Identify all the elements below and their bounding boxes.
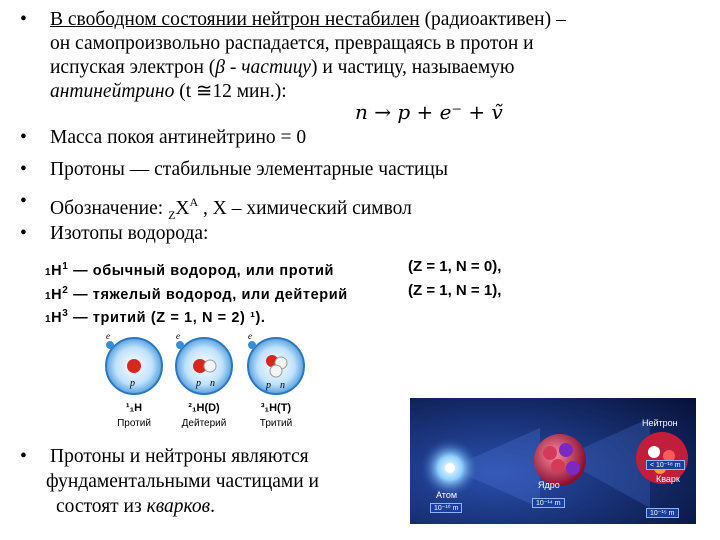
atom-label: ¹₁H [125, 402, 143, 414]
bullet-text: Масса покоя антинейтрино = 0 [50, 127, 307, 148]
nucleus-scale-label: 10⁻¹⁴ m [532, 498, 565, 508]
atom-caption: Атом [436, 490, 458, 500]
isotope-row-deuterium: $1H^2$ — тяжелый водород, или дейтерий [45, 285, 348, 303]
bullet-quarks [20, 445, 400, 521]
bullet-text: Изотопы водорода: [50, 223, 209, 244]
bullet-line: состоят из кварков. [56, 496, 215, 517]
bullet-line: Протоны и нейтроны являются [50, 446, 309, 467]
bullet-neutron-decay [20, 8, 710, 108]
electron-letter: e [106, 331, 110, 341]
bullet-notation [20, 190, 710, 222]
bullet-line: он самопроизвольно распадается, превращаясь в протон и [50, 33, 534, 54]
atom-protium [106, 331, 162, 394]
isotope-row-protium: $1H^1$ — обычный водород, или протий [45, 261, 335, 279]
bullet-antineutrino-mass [20, 126, 710, 150]
neutron-letter: n [210, 378, 215, 389]
atom-core [445, 463, 455, 473]
atom-label: ²₁H(D) [188, 402, 220, 414]
atom-caption: Протий [117, 418, 151, 429]
bullet-text: Обозначение: $_ZX^A$ , X – химический символ [50, 195, 412, 222]
isotope-row-deuterium-zn: (Z = 1, N = 1), [408, 282, 502, 299]
atom-to-quark-figure [410, 398, 696, 524]
bullet-marker: • [20, 223, 27, 244]
nucleon [566, 461, 580, 475]
quark-scale-label: 10⁻¹⁵ m [646, 508, 679, 518]
bullet-protons-stable [20, 158, 710, 182]
proton-letter: p [266, 380, 271, 391]
isotope-row-protium-zn: (Z = 1, N = 0), [408, 258, 502, 275]
decay-formula: n → p + e⁻ + ṽ [355, 100, 503, 124]
atom-caption: Дейтерий [181, 418, 227, 429]
quark-ball [648, 446, 660, 458]
nucleon [559, 443, 573, 457]
neutron-caption: Нейтрон [642, 418, 678, 428]
bullet-marker: • [20, 446, 27, 467]
bullet-hydrogen-isotopes [20, 222, 710, 246]
nucleon [543, 446, 557, 460]
bullet-marker: • [20, 127, 27, 148]
proton-letter: p [196, 378, 201, 389]
hydrogen-isotopes-atoms-figure [100, 330, 312, 434]
electron-ball [176, 341, 184, 349]
neutron-letter: n [280, 380, 285, 391]
bullet-line: В свободном состоянии нейтрон нестабилен (радиоактивен) – [50, 9, 566, 30]
proton-ball [127, 359, 141, 373]
bullet-text: Протоны — стабильные элементарные частицы [50, 159, 448, 180]
neutron-scale-label: < 10⁻¹⁸ m [646, 460, 685, 470]
electron-letter: e [248, 331, 252, 341]
electron-letter: e [176, 331, 180, 341]
bullet-line: фундаментальными частицами и [46, 471, 319, 492]
atom-scale-label: 10⁻¹⁰ m [430, 503, 462, 513]
atom-caption: Тритий [259, 418, 293, 429]
bullet-marker: • [20, 191, 27, 212]
proton-letter: p [130, 378, 135, 389]
atom-deuterium [176, 331, 232, 394]
neutron-ball [270, 365, 282, 377]
atom-label: ³₁H(T) [260, 402, 292, 414]
bullet-line: антинейтрино (t ≅12 мин.): [50, 81, 287, 102]
neutron-ball [204, 360, 216, 372]
atom-tritium [248, 331, 304, 394]
bullet-marker: • [20, 159, 27, 180]
quark-caption: Кварк [656, 474, 680, 484]
bullet-line: испуская электрон (β - частицу) и частицу, называемую [50, 57, 515, 78]
isotope-row-tritium: $1H^3$ — тритий (Z = 1, N = 2) ¹). [45, 308, 266, 326]
electron-ball [248, 341, 256, 349]
nucleon [551, 459, 565, 473]
bullet-marker: • [20, 9, 27, 30]
nucleus-caption: Ядро [538, 480, 560, 490]
electron-ball [106, 341, 114, 349]
